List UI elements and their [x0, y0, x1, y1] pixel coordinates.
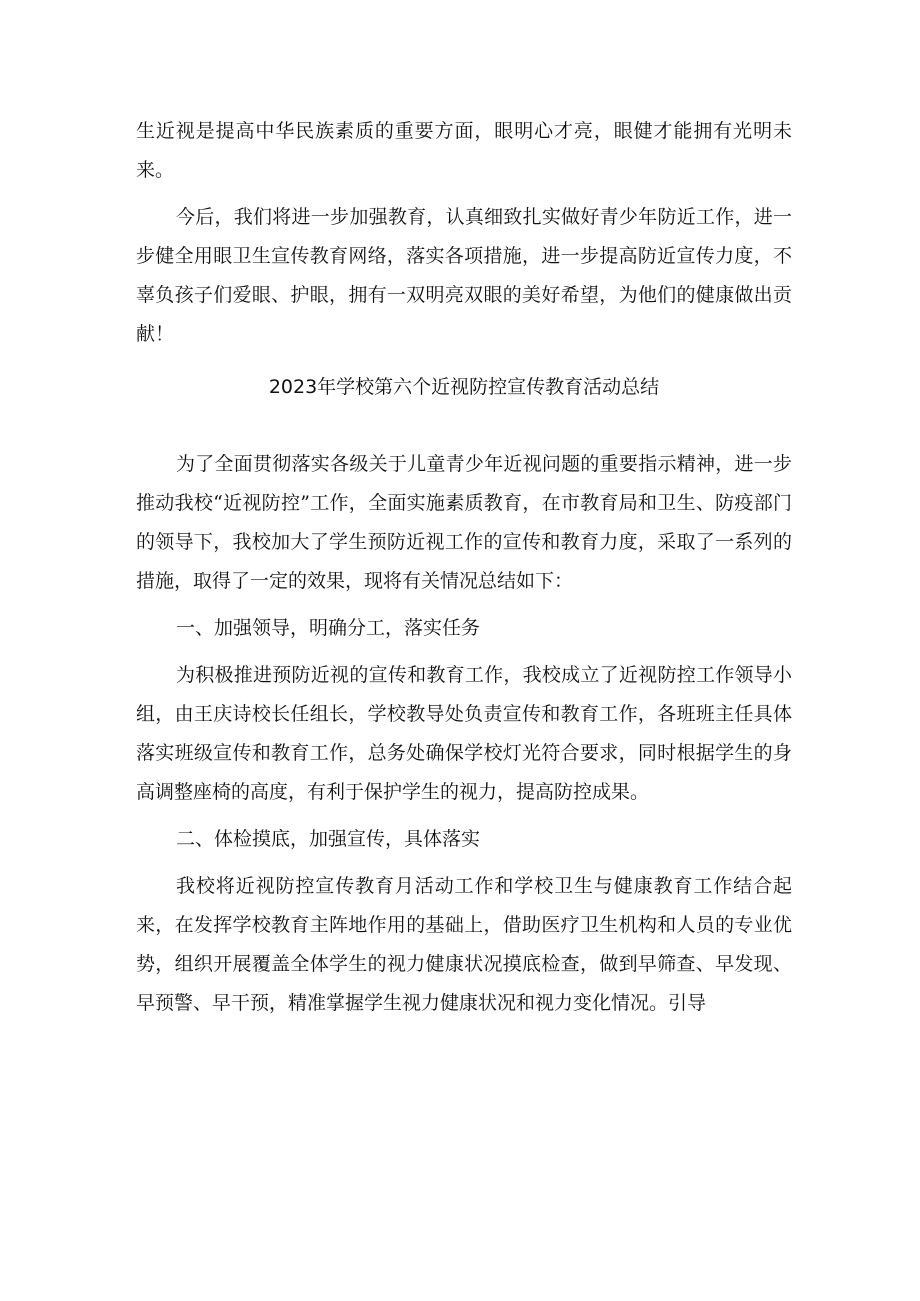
document-body: [136, 112, 792, 1031]
document-title: 2023年学校第六个近视防控宣传教育活动总结: [268, 376, 660, 398]
section-heading-2: 二、体检摸底，加强宣传，具体落实: [176, 828, 481, 850]
paragraph-section-2: 我校将近视防控宣传教育月活动工作和学校卫生与健康教育工作结合起来，在发挥学校教育主阵地作用的基础上，借助医疗卫生机构和人员的专业优势，组织开展覆盖全体学生的视力健康状况摸底检查，做到早筛查、早发现、早预警、早干预，精准掌握学生视力健康状况和视力变化情况。引导: [136, 875, 792, 1014]
paragraph-section-1: 为积极推进预防近视的宣传和教育工作，我校成立了近视防控工作领导小组，由王庆诗校长任组长，学校教导处负责宣传和教育工作，各班班主任具体落实班级宣传和教育工作，总务处确保学校灯光符合要求，同时根据学生的身高调整座椅的高度，有利于保护学生的视力，提高防控成果。: [136, 664, 792, 803]
section-heading-1: 一、加强领导，明确分工，落实任务: [176, 617, 481, 639]
paragraph-continued: 生近视是提高中华民族素质的重要方面，眼明心才亮，眼健才能拥有光明未来。: [136, 120, 792, 181]
paragraph-intro: 为了全面贯彻落实各级关于儿童青少年近视问题的重要指示精神，进一步推动我校“近视防控”工作，全面实施素质教育，在市教育局和卫生、防疫部门的领导下，我校加大了学生预防近视工作的宣传和教育力度，采取了一系列的措施，取得了一定的效果，现将有关情况总结如下：: [136, 453, 792, 592]
paragraph-conclusion: 今后，我们将进一步加强教育，认真细致扎实做好青少年防近工作，进一步健全用眼卫生宣传教育网络，落实各项措施，进一步提高防近宣传力度，不辜负孩子们爱眼、护眼，拥有一双明亮双眼的美好希望，为他们的健康做出贡献！: [136, 206, 792, 345]
